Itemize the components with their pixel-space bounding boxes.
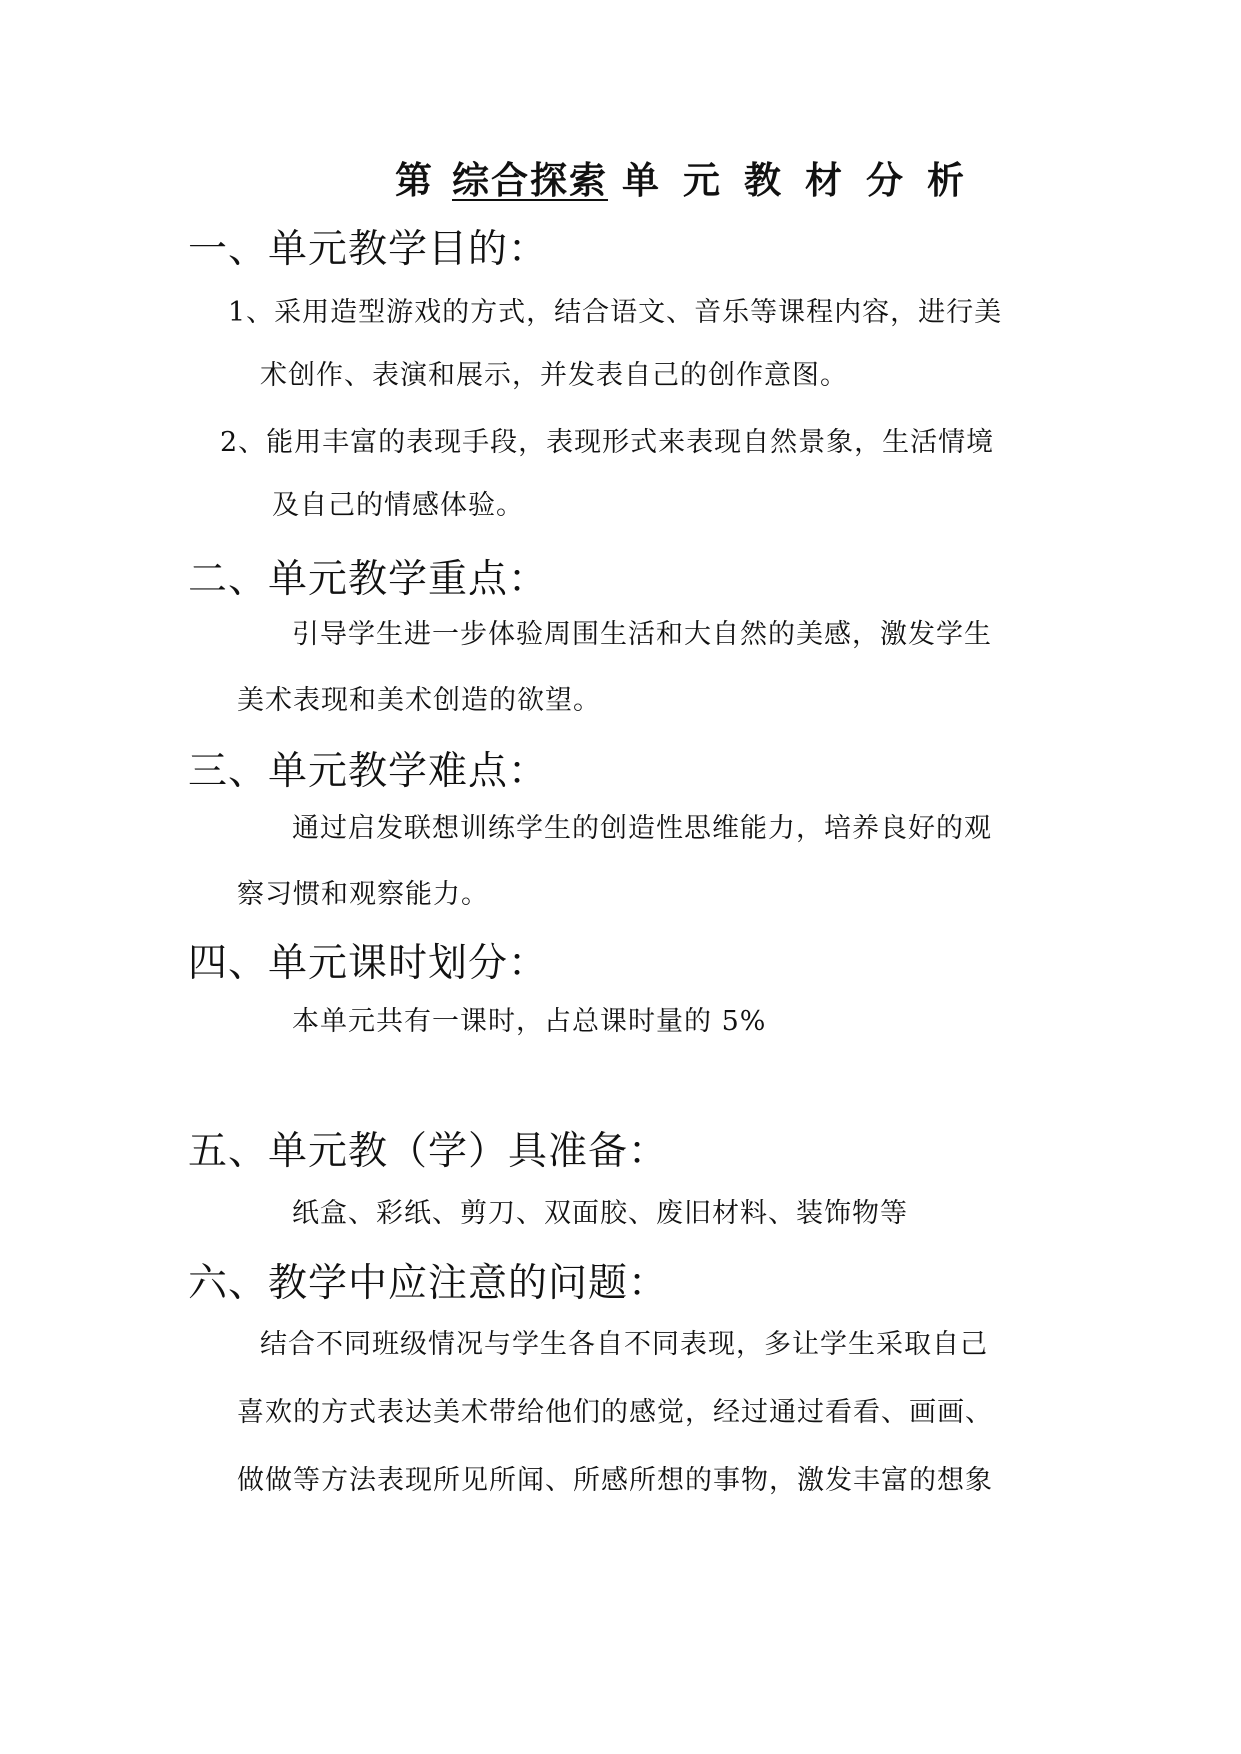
title-char: 元 bbox=[683, 158, 722, 202]
title-char: 材 bbox=[805, 158, 844, 202]
section-heading-key-points: 二、单元教学重点： bbox=[188, 557, 549, 602]
title-unit-name: 综合探索 bbox=[452, 158, 608, 202]
title-char: 教 bbox=[744, 158, 783, 202]
section-heading-notes: 六、教学中应注意的问题： bbox=[188, 1261, 669, 1306]
paragraph-line: 2、能用丰富的表现手段，表现形式来表现自然景象，生活情境 bbox=[220, 427, 995, 458]
paragraph-line: 引导学生进一步体验周围生活和大自然的美感，激发学生 bbox=[292, 619, 992, 650]
document-title bbox=[395, 150, 966, 204]
paragraph-line: 喜欢的方式表达美术带给他们的感觉，经过通过看看、画画、 bbox=[237, 1397, 993, 1428]
paragraph-line: 美术表现和美术创造的欲望。 bbox=[237, 685, 601, 716]
paragraph-line: 术创作、表演和展示，并发表自己的创作意图。 bbox=[260, 360, 848, 391]
title-prefix: 第 bbox=[395, 158, 434, 202]
section-heading-objectives: 一、单元教学目的： bbox=[188, 227, 549, 272]
paragraph-line: 通过启发联想训练学生的创造性思维能力，培养良好的观 bbox=[292, 813, 992, 844]
section-heading-schedule: 四、单元课时划分： bbox=[188, 941, 549, 986]
title-char: 分 bbox=[866, 158, 905, 202]
paragraph-line: 做做等方法表现所见所闻、所感所想的事物，激发丰富的想象 bbox=[237, 1465, 993, 1496]
paragraph-line: 结合不同班级情况与学生各自不同表现，多让学生采取自己 bbox=[260, 1329, 988, 1360]
paragraph-line: 本单元共有一课时，占总课时量的 5% bbox=[292, 1006, 767, 1037]
title-char: 析 bbox=[927, 158, 966, 202]
section-heading-materials: 五、单元教（学）具准备： bbox=[188, 1129, 669, 1174]
paragraph-line: 察习惯和观察能力。 bbox=[237, 879, 489, 910]
section-heading-difficulties: 三、单元教学难点： bbox=[188, 749, 549, 794]
paragraph-line: 及自己的情感体验。 bbox=[272, 490, 524, 521]
paragraph-line: 1、采用造型游戏的方式，结合语文、音乐等课程内容，进行美 bbox=[228, 297, 1003, 328]
paragraph-line: 纸盒、彩纸、剪刀、双面胶、废旧材料、装饰物等 bbox=[292, 1198, 908, 1229]
title-char: 单 bbox=[622, 158, 661, 202]
